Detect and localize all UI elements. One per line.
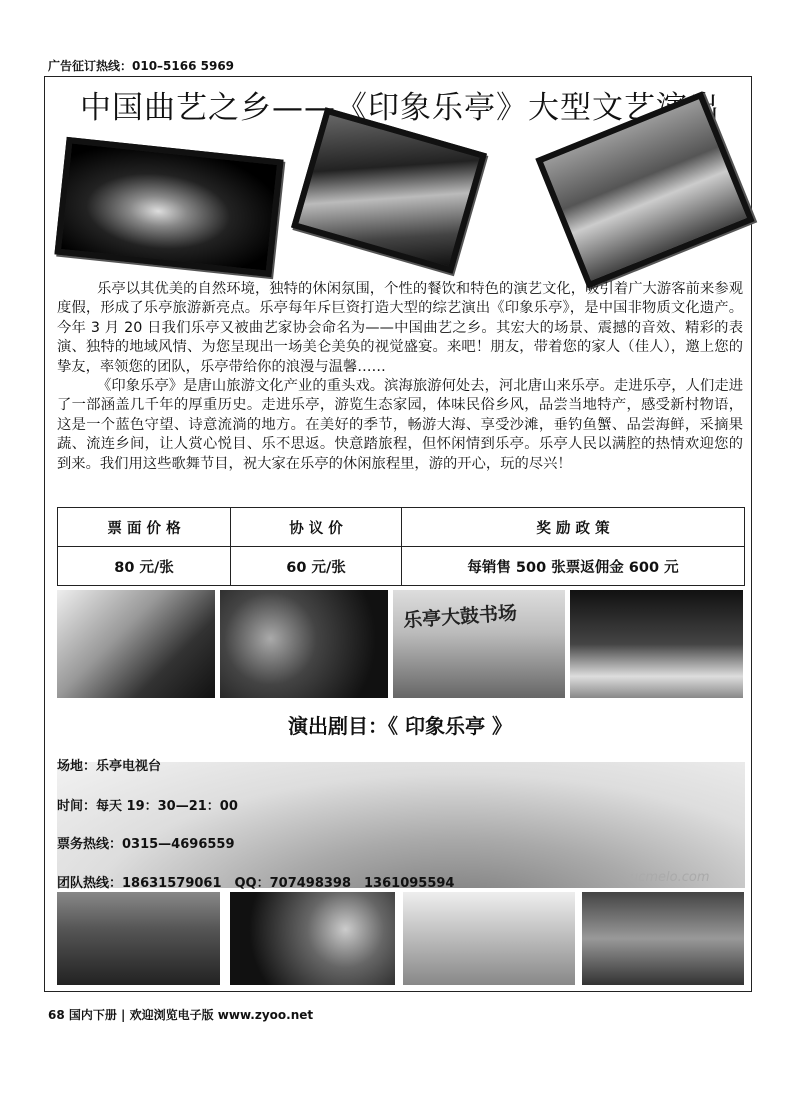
show-title: 演出剧目：《 印象乐亭 》 [288, 714, 512, 738]
paragraph-1: 乐亭以其优美的自然环境，独特的休闲氛围，个性的餐饮和特色的演艺文化，吸引着广大游客前来参观度假，形成了乐亭旅游新亮点。乐亭每年斥巨资打造大型的综艺演出《印象乐亭》，是中国非物质文化遗产。今年 3 月 20 日我们乐亭又被曲艺家协会命名为——中国曲艺之乡。其宏大的场景、震撼的音效、精彩的表演、独特的地域风情、为您呈现出一场美仑美奂的视觉盛宴。来吧！朋友，带着您的家人（佳人），邀上您的挚友，率领您的团队，乐亭带给你的浪漫与温馨…… [57, 281, 743, 375]
bottom-photo-ribbon-dance [230, 892, 395, 985]
ad-hotline: 广告征订热线：010–5166 5969 [48, 59, 235, 73]
watermark: ucmelo.com [630, 870, 710, 885]
body-text [57, 280, 743, 474]
ticket-hotline: 票务热线：0315—4696559 [57, 837, 235, 852]
page-title: 中国曲艺之乡——《印象乐亭》大型文艺演出 [80, 90, 720, 126]
table-header-row [58, 508, 745, 547]
table-row [58, 547, 745, 586]
price-table [57, 507, 745, 586]
bottom-photo-group [57, 892, 220, 985]
bottom-photo-group-dance [582, 892, 744, 985]
drum-sign: 乐亭大鼓书场 [402, 602, 518, 632]
table-header: 协 议 价 [231, 508, 402, 547]
mid-photo-stage-dance [570, 590, 743, 698]
show-time: 时间：每天 19：30—21：00 [57, 799, 238, 814]
table-cell: 60 元/张 [231, 547, 402, 586]
table-header: 票 面 价 格 [58, 508, 231, 547]
mid-photo-musicians [220, 590, 388, 698]
paragraph-2: 《印象乐亭》是唐山旅游文化产业的重头戏。滨海旅游何处去，河北唐山来乐亭。走进乐亭，人们走进了一部涵盖几千年的厚重历史。走进乐亭，游览生态家园，体味民俗乡风，品尝当地特产，感受新村物语，这是一个蓝色守望、诗意流淌的地方。在美好的季节，畅游大海、享受沙滩，垂钓鱼蟹、品尝海鲜，采摘果蔬、流连乡间，让人赏心悦目、乐不思返。快意踏旅程，但怀闲情到乐亭。乐亭人民以满腔的热情欢迎您的到来。我们用这些歌舞节目，祝大家在乐亭的休闲旅程里，游的开心，玩的尽兴！ [57, 378, 743, 472]
group-hotline: 团队热线：18631579061 QQ：707498398 1361095594 [57, 876, 455, 891]
mid-photo-shadow-puppet [57, 590, 215, 698]
table-cell: 每销售 500 张票返佣金 600 元 [402, 547, 745, 586]
table-cell: 80 元/张 [58, 547, 231, 586]
mid-photo-drum-stage [393, 590, 565, 698]
bottom-photo-flying-dance [403, 892, 575, 985]
table-header: 奖 励 政 策 [402, 508, 745, 547]
top-photo-dance [54, 137, 283, 277]
footer: 68 国内下册 | 欢迎浏览电子版 www.zyoo.net [48, 1008, 314, 1022]
venue: 场地：乐亭电视台 [57, 759, 162, 774]
